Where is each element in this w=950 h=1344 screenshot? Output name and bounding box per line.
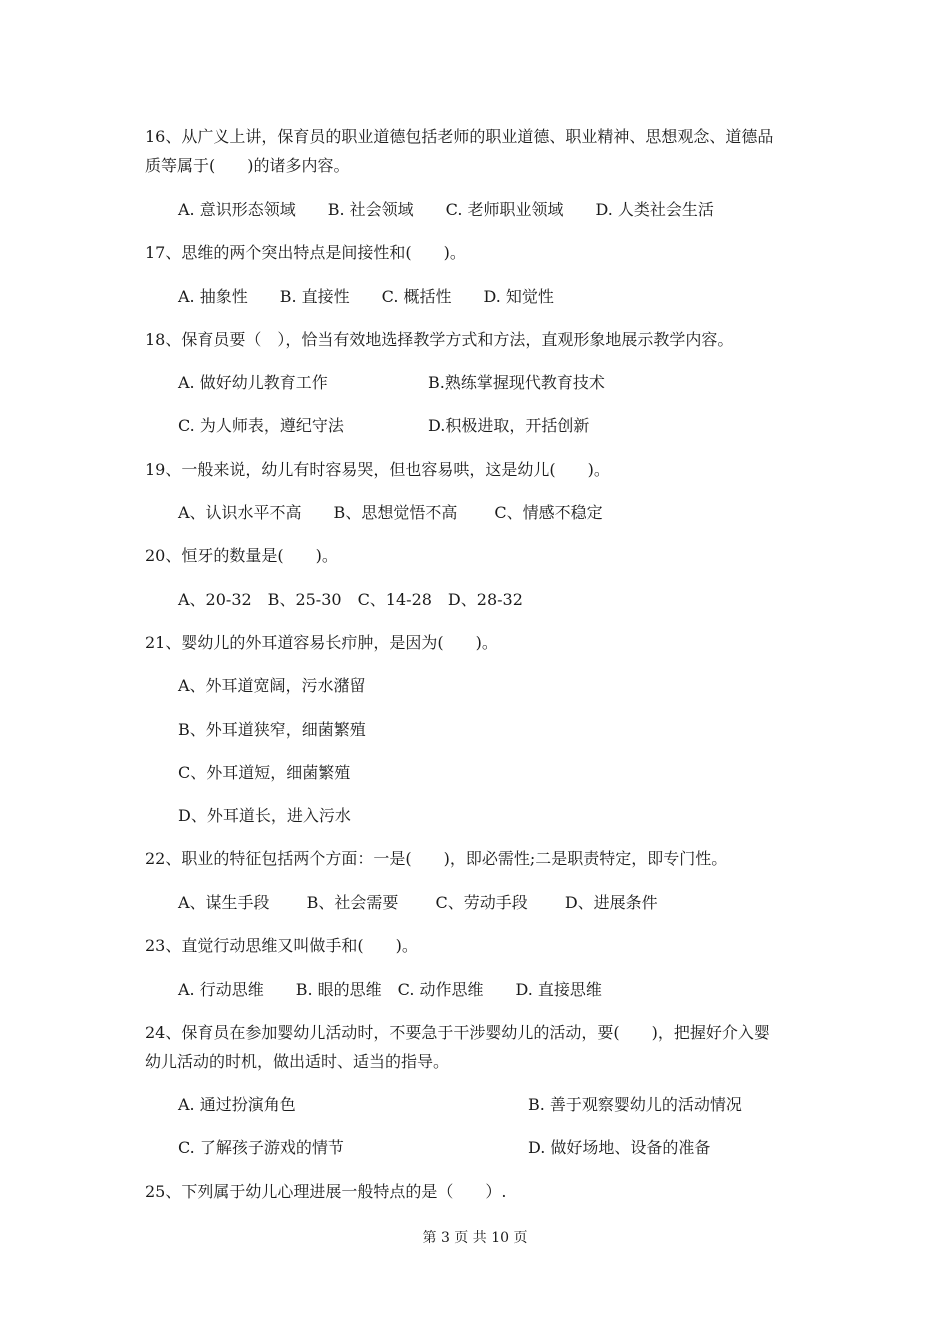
question-24-option-b: B. 善于观察婴幼儿的活动情况 <box>528 1095 742 1114</box>
question-24-line-2: 幼儿活动的时机，做出适时、适当的指导。 <box>145 1052 450 1071</box>
question-21-option-d: D、外耳道长，进入污水 <box>178 806 351 825</box>
question-16-options: A. 意识形态领域 B. 社会领域 C. 老师职业领域 D. 人类社会生活 <box>178 200 714 219</box>
question-22-options: A、谋生手段 B、社会需要 C、劳动手段 D、进展条件 <box>178 893 658 912</box>
question-16-line-1: 16、从广义上讲，保育员的职业道德包括老师的职业道德、职业精神、思想观念、道德品 <box>145 127 774 146</box>
question-24-line-1: 24、保育员在参加婴幼儿活动时，不要急于干涉婴幼儿的活动，要( )，把握好介入婴 <box>145 1023 770 1042</box>
question-18-option-d: D.积极进取，开括创新 <box>428 416 590 435</box>
page-footer: 第 3 页 共 10 页 <box>422 1230 528 1246</box>
question-18-option-a: A. 做好幼儿教育工作 <box>178 373 328 392</box>
question-18-option-b: B.熟练掌握现代教育技术 <box>428 373 605 392</box>
question-20-options: A、20-32 B、25-30 C、14-28 D、28-32 <box>178 590 523 609</box>
question-23-options: A. 行动思维 B. 眼的思维 C. 动作思维 D. 直接思维 <box>178 980 602 999</box>
question-20-stem: 20、恒牙的数量是( )。 <box>145 546 338 565</box>
question-19-stem: 19、一般来说，幼儿有时容易哭，但也容易哄，这是幼儿( )。 <box>145 460 610 479</box>
question-24-option-d: D. 做好场地、设备的准备 <box>528 1138 711 1157</box>
question-25-stem: 25、下列属于幼儿心理进展一般特点的是（ ）. <box>145 1182 507 1201</box>
question-24-option-c: C. 了解孩子游戏的情节 <box>178 1138 344 1157</box>
question-17-stem: 17、思维的两个突出特点是间接性和( )。 <box>145 243 466 262</box>
question-19-options: A、认识水平不高 B、思想觉悟不高 C、情感不稳定 <box>178 503 603 522</box>
question-21-option-b: B、外耳道狭窄，细菌繁殖 <box>178 720 366 739</box>
question-21-option-c: C、外耳道短，细菌繁殖 <box>178 763 351 782</box>
question-18-stem: 18、保育员要（ ），恰当有效地选择教学方式和方法，直观形象地展示教学内容。 <box>145 330 734 349</box>
question-16-line-2: 质等属于( )的诸多内容。 <box>145 156 350 175</box>
question-23-stem: 23、直觉行动思维又叫做手和( )。 <box>145 936 418 955</box>
question-21-stem: 21、婴幼儿的外耳道容易长疖肿，是因为( )。 <box>145 633 498 652</box>
question-17-options: A. 抽象性 B. 直接性 C. 概括性 D. 知觉性 <box>178 287 554 306</box>
question-21-option-a: A、外耳道宽阔，污水潴留 <box>178 676 366 695</box>
question-18-option-c: C. 为人师表，遵纪守法 <box>178 416 344 435</box>
question-24-option-a: A. 通过扮演角色 <box>178 1095 296 1114</box>
question-22-stem: 22、职业的特征包括两个方面：一是( )，即必需性;二是职责特定，即专门性。 <box>145 849 728 868</box>
